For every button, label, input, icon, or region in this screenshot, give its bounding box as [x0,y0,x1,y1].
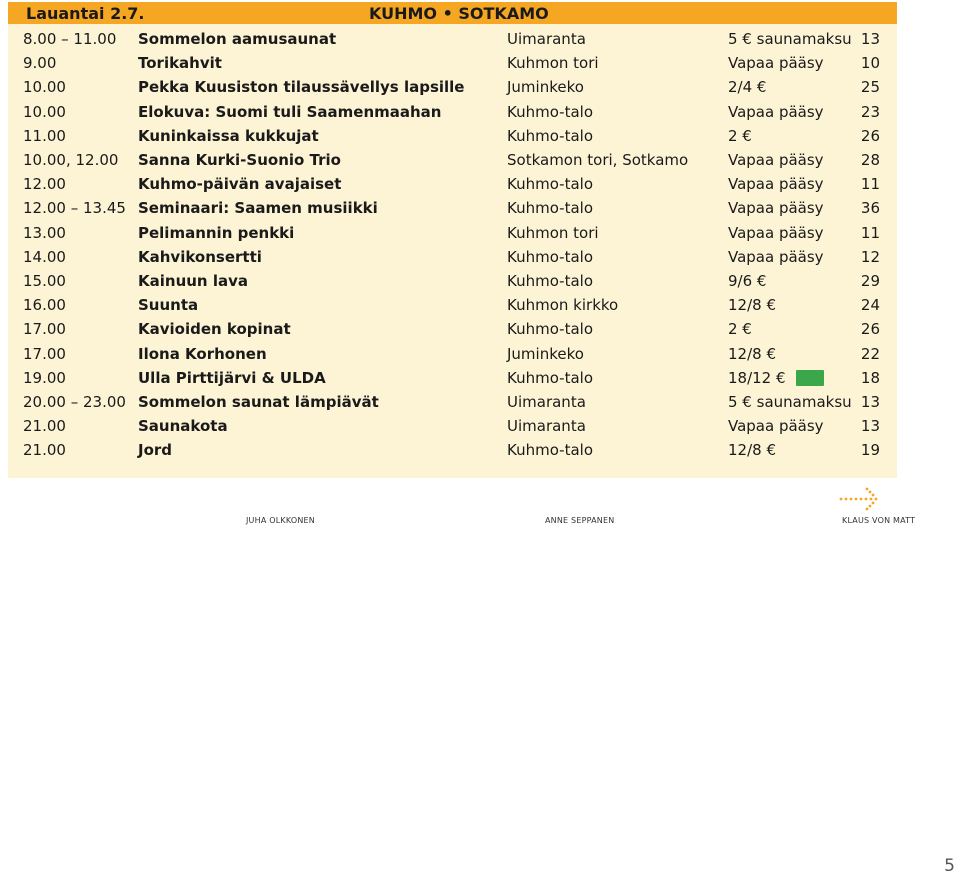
event-time: 15.00 [23,272,66,290]
next-arrow-icon [838,484,886,514]
event-row [8,293,897,317]
event-page-ref: 11 [860,175,880,194]
event-price: Vapaa pääsy [728,175,824,194]
event-title: Ulla Pirttijärvi & ULDA [138,368,326,387]
event-price: 2/4 € [728,78,767,97]
event-venue: Uimaranta [507,30,586,48]
event-title: Kuninkaissa kukkujat [138,126,319,145]
event-price: 9/6 € [728,272,767,290]
event-page-ref: 19 [860,441,880,460]
event-title: Saunakota [138,417,228,436]
event-price: Vapaa pääsy [728,102,824,121]
event-row [8,124,897,148]
event-price: Vapaa pääsy [728,417,824,436]
event-title: Pelimannin penkki [138,223,295,242]
event-venue: Juminkeko [507,344,584,363]
event-price: Vapaa pääsy [728,223,824,242]
event-venue: Uimaranta [507,393,586,411]
event-price: Vapaa pääsy [728,247,824,266]
event-time: 12.00 – 13.45 [23,199,126,218]
event-row [8,245,897,269]
event-row [8,75,897,99]
event-title: Ilona Korhonen [138,344,267,363]
event-price: Vapaa pääsy [728,151,824,169]
event-venue: Kuhmo-talo [507,441,594,460]
event-page-ref: 25 [860,78,880,97]
event-time: 20.00 – 23.00 [23,393,126,411]
event-row [8,221,897,245]
event-price: 5 € saunamaksu [728,393,852,411]
event-title: Sanna Kurki-Suonio Trio [138,151,341,169]
event-row [8,342,897,366]
event-page-ref: 24 [860,296,880,315]
event-time: 13.00 [23,223,66,242]
event-title: Kainuun lava [138,272,248,290]
schedule-header [8,2,897,24]
event-time: 17.00 [23,320,66,339]
event-venue: Kuhmo-talo [507,199,594,218]
event-row [8,366,897,390]
event-time: 9.00 [23,54,57,73]
event-title: Jord [138,441,173,460]
event-time: 17.00 [23,344,66,363]
photo-credit: JUHA OLKKONEN [246,516,315,525]
event-venue: Kuhmon kirkko [507,296,619,315]
event-time: 11.00 [23,126,66,145]
photo-credit: KLAUS VON MATT [842,516,916,525]
event-price: Vapaa pääsy [728,54,824,73]
event-page-ref: 13 [860,30,880,48]
event-row [8,51,897,75]
event-price: 2 € [728,126,752,145]
event-page-ref: 11 [860,223,880,242]
event-venue: Juminkeko [507,78,584,97]
event-row [8,269,897,293]
event-page-ref: 12 [860,247,880,266]
event-row [8,414,897,438]
event-time: 12.00 [23,175,66,194]
event-page-ref: 26 [860,126,880,145]
event-title: Seminaari: Saamen musiikki [138,199,378,218]
event-page-ref: 23 [860,102,880,121]
event-venue: Kuhmo-talo [507,175,594,194]
event-row [8,196,897,220]
event-time: 10.00 [23,102,66,121]
event-row [8,100,897,124]
event-page-ref: 13 [860,393,880,411]
event-venue: Sotkamon tori, Sotkamo [507,151,689,169]
event-venue: Kuhmo-talo [507,272,594,290]
event-title: Kuhmo-päivän avajaiset [138,175,342,194]
page-number: 5 [944,856,955,876]
photo-credit: ANNE SEPPANEN [545,516,615,525]
event-price: 12/8 € [728,441,776,460]
place-heading: KUHMO • SOTKAMO [369,4,549,23]
event-time: 8.00 – 11.00 [23,30,117,48]
event-title: Sommelon aamusaunat [138,30,337,48]
event-title: Torikahvit [138,54,222,73]
event-venue: Kuhmon tori [507,223,599,242]
event-time: 10.00, 12.00 [23,151,119,169]
event-title: Elokuva: Suomi tuli Saamenmaahan [138,102,442,121]
event-price: 2 € [728,320,752,339]
event-row [8,438,897,462]
event-price: 5 € saunamaksu [728,30,852,48]
event-title: Suunta [138,296,199,315]
event-venue: Kuhmo-talo [507,102,594,121]
event-price: 12/8 € [728,296,776,315]
event-time: 10.00 [23,78,66,97]
event-row [8,148,897,172]
event-price: 12/8 € [728,344,776,363]
event-page-ref: 22 [860,344,880,363]
ticket-icon [796,370,824,386]
event-venue: Uimaranta [507,417,586,436]
event-row [8,27,897,51]
event-page-ref: 28 [860,151,880,169]
event-row [8,172,897,196]
event-venue: Kuhmo-talo [507,368,594,387]
event-venue: Kuhmo-talo [507,126,594,145]
event-page-ref: 10 [860,54,880,73]
event-venue: Kuhmo-talo [507,247,594,266]
event-row [8,390,897,414]
event-title: Kavioiden kopinat [138,320,291,339]
event-time: 21.00 [23,417,66,436]
event-venue: Kuhmon tori [507,54,599,73]
event-row [8,317,897,341]
event-page-ref: 36 [860,199,880,218]
event-time: 16.00 [23,296,66,315]
event-price: 18/12 € [728,366,824,390]
event-page-ref: 26 [860,320,880,339]
event-time: 21.00 [23,441,66,460]
event-title: Kahvikonsertti [138,247,262,266]
day-heading: Lauantai 2.7. [26,4,145,23]
event-page-ref: 13 [860,417,880,436]
event-price: Vapaa pääsy [728,199,824,218]
event-time: 19.00 [23,368,66,387]
event-venue: Kuhmo-talo [507,320,594,339]
event-page-ref: 18 [860,368,880,387]
schedule-panel [8,2,897,478]
event-title: Pekka Kuusiston tilaussävellys lapsille [138,78,465,97]
event-title: Sommelon saunat lämpiävät [138,393,379,411]
event-page-ref: 29 [860,272,880,290]
event-time: 14.00 [23,247,66,266]
